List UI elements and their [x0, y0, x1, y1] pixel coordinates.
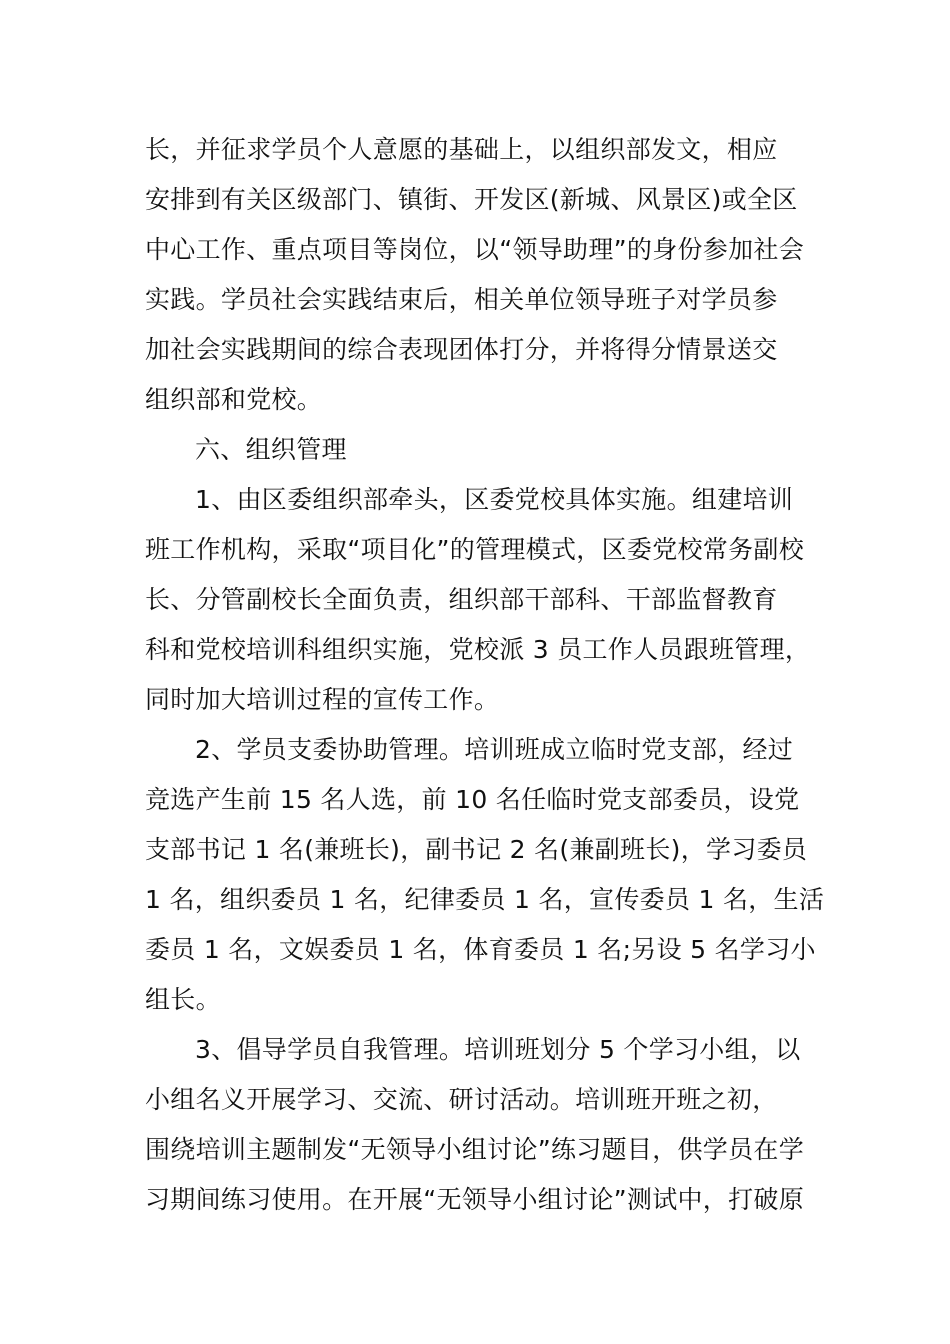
- section-heading: 六、组织管理: [195, 435, 347, 464]
- text-line: 组织部和党校。: [145, 385, 323, 414]
- text-line: 习期间练习使用。在开展“无领导小组讨论”测试中，打破原: [145, 1185, 805, 1214]
- text-line: 中心工作、重点项目等岗位，以“领导助理”的身份参加社会: [145, 235, 805, 264]
- text-line: 安排到有关区级部门、镇街、开发区(新城、风景区)或全区: [145, 185, 798, 214]
- text-line: 长，并征求学员个人意愿的基础上，以组织部发文，相应: [145, 135, 778, 164]
- text-line: 科和党校培训科组织实施，党校派 3 员工作人员跟班管理，: [145, 635, 811, 664]
- text-line: 小组名义开展学习、交流、研讨活动。培训班开班之初，: [145, 1085, 778, 1114]
- text-line: 2、学员支委协助管理。培训班成立临时党支部，经过: [195, 735, 794, 764]
- text-line: 加社会实践期间的综合表现团体打分，并将得分情景送交: [145, 335, 778, 364]
- text-line: 委员 1 名，文娱委员 1 名，体育委员 1 名;另设 5 名学习小: [145, 935, 816, 964]
- text-line: 组长。: [145, 985, 221, 1014]
- text-line: 1、由区委组织部牵头，区委党校具体实施。组建培训: [195, 485, 794, 514]
- text-line: 支部书记 1 名(兼班长)，副书记 2 名(兼副班长)，学习委员: [145, 835, 808, 864]
- text-line: 同时加大培训过程的宣传工作。: [145, 685, 500, 714]
- text-line: 竞选产生前 15 名人选，前 10 名任临时党支部委员，设党: [145, 785, 800, 814]
- text-line: 1 名，组织委员 1 名，纪律委员 1 名，宣传委员 1 名，生活: [145, 885, 825, 914]
- text-line: 长、分管副校长全面负责，组织部干部科、干部监督教育: [145, 585, 778, 614]
- text-line: 班工作机构，采取“项目化”的管理模式，区委党校常务副校: [145, 535, 805, 564]
- text-line: 3、倡导学员自我管理。培训班划分 5 个学习小组，以: [195, 1035, 801, 1064]
- text-line: 实践。学员社会实践结束后，相关单位领导班子对学员参: [145, 285, 778, 314]
- text-line: 围绕培训主题制发“无领导小组讨论”练习题目，供学员在学: [145, 1135, 805, 1164]
